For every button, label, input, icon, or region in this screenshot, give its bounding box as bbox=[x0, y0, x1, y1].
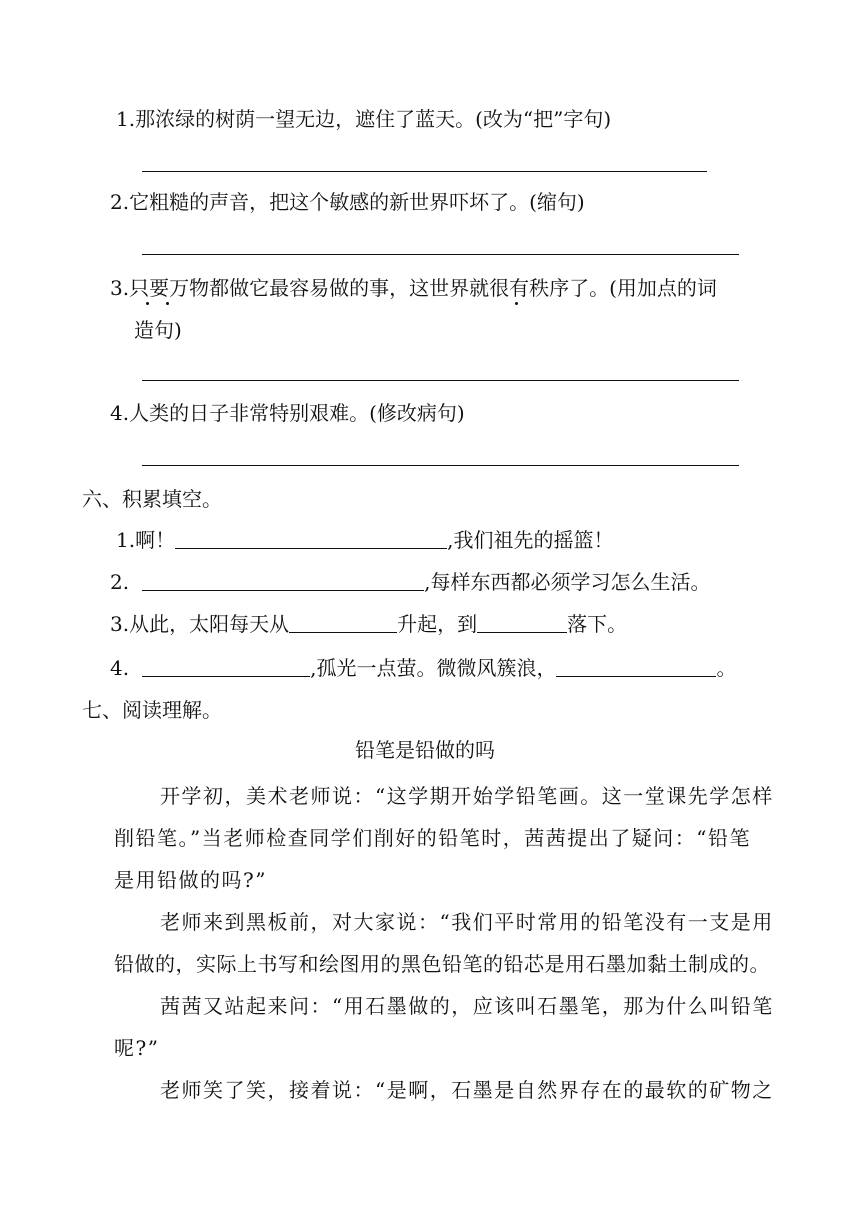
question-text: 只要万物都做它最容易做的事，这世界就很有秩序了。(用加点的词 bbox=[129, 276, 717, 300]
fill-text-middle: 升起，到 bbox=[397, 612, 478, 636]
question-5-3-continuation: 造句) bbox=[134, 318, 182, 342]
blank[interactable] bbox=[556, 658, 716, 677]
fill-text-before: 啊！ bbox=[135, 528, 176, 552]
passage-line: 铅做的，实际上书写和绘图用的黑色铅笔的铅芯是用石墨加黏土制成的。 bbox=[114, 952, 770, 976]
passage-line: 削铅笔。”当老师检查同学们削好的铅笔时，茜茜提出了疑问：“铅笔 bbox=[114, 826, 751, 850]
blank[interactable] bbox=[175, 530, 447, 549]
question-number: 4. bbox=[110, 656, 130, 680]
passage-title: 铅笔是铅做的吗 bbox=[355, 738, 495, 762]
fill-6-2 bbox=[110, 570, 710, 594]
blank[interactable] bbox=[142, 658, 310, 677]
answer-line-5-1[interactable] bbox=[142, 171, 707, 172]
answer-line-5-2[interactable] bbox=[142, 254, 739, 255]
section-6-heading: 六、积累填空。 bbox=[82, 487, 222, 511]
question-number: 1. bbox=[116, 107, 136, 131]
blank[interactable] bbox=[289, 614, 397, 633]
emphasis-dot bbox=[515, 302, 518, 305]
question-5-1 bbox=[116, 107, 611, 131]
passage-line: 开学初，美术老师说：“这学期开始学铅笔画。这一堂课先学怎样 bbox=[160, 784, 774, 808]
answer-line-5-3[interactable] bbox=[142, 380, 739, 381]
fill-6-4 bbox=[110, 656, 736, 680]
question-number: 2. bbox=[110, 190, 130, 214]
passage-line: 呢?” bbox=[114, 1036, 160, 1060]
question-5-4 bbox=[110, 401, 465, 425]
section-7-heading: 七、阅读理解。 bbox=[82, 698, 222, 722]
fill-text-after: 。 bbox=[716, 656, 737, 680]
fill-6-1 bbox=[116, 528, 613, 552]
blank[interactable] bbox=[477, 614, 567, 633]
passage-line: 是用铅做的吗?” bbox=[114, 868, 267, 892]
question-number: 2. bbox=[110, 570, 130, 594]
fill-text-middle: ,孤光一点萤。微微风簇浪， bbox=[310, 656, 557, 680]
blank[interactable] bbox=[142, 572, 424, 591]
fill-text-before: 从此，太阳每天从 bbox=[129, 612, 290, 636]
question-text: 它粗糙的声音，把这个敏感的新世界吓坏了。(缩句) bbox=[129, 190, 585, 214]
passage-line: 老师笑了笑，接着说：“是啊，石墨是自然界存在的最软的矿物之 bbox=[160, 1078, 774, 1102]
question-text: 人类的日子非常特别艰难。(修改病句) bbox=[129, 401, 465, 425]
question-number: 1. bbox=[116, 528, 136, 552]
passage-line: 茜茜又站起来问：“用石墨做的，应该叫石墨笔，那为什么叫铅笔 bbox=[160, 994, 774, 1018]
passage-line: 老师来到黑板前，对大家说：“我们平时常用的铅笔没有一支是用 bbox=[160, 910, 774, 934]
question-number: 4. bbox=[110, 401, 130, 425]
question-5-2 bbox=[110, 190, 585, 214]
question-number: 3. bbox=[110, 612, 130, 636]
emphasis-dot bbox=[146, 302, 149, 305]
question-number: 3. bbox=[110, 276, 130, 300]
fill-text-after: ,我们祖先的摇篮！ bbox=[447, 528, 614, 552]
emphasis-dot bbox=[166, 302, 169, 305]
fill-text-after: ,每样东西都必须学习怎么生活。 bbox=[424, 570, 711, 594]
fill-text-after: 落下。 bbox=[567, 612, 628, 636]
question-5-3 bbox=[110, 276, 717, 300]
fill-6-3 bbox=[110, 612, 627, 636]
question-text: 那浓绿的树荫一望无边，遮住了蓝天。(改为“把”字句) bbox=[135, 107, 612, 131]
answer-line-5-4[interactable] bbox=[142, 465, 739, 466]
